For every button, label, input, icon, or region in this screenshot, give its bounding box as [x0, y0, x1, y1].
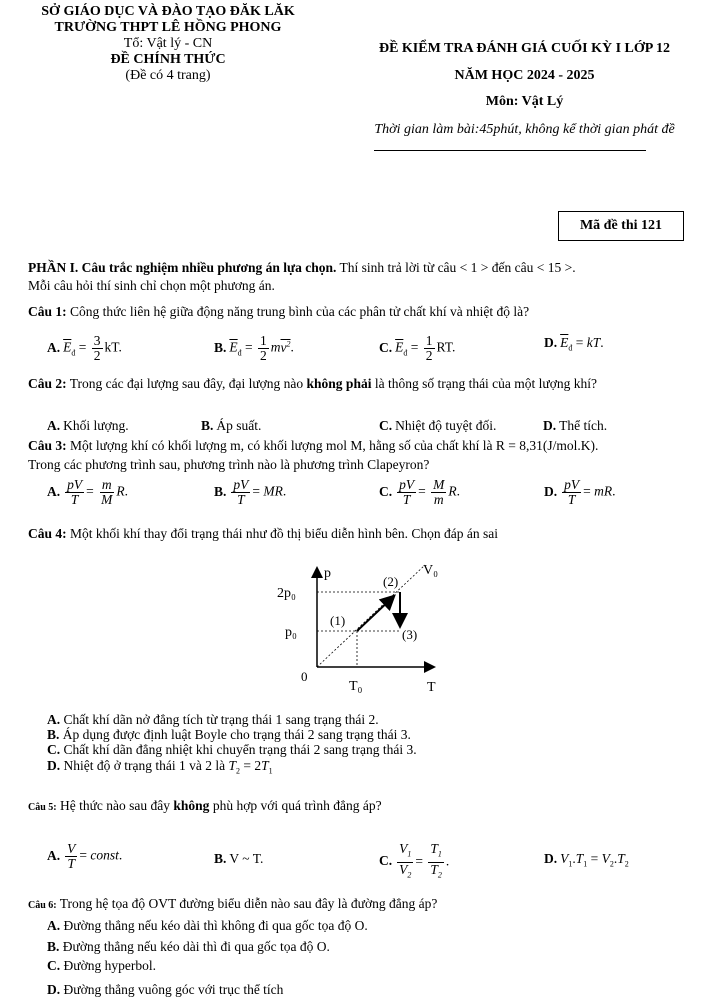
q2-option-b[interactable]: B. Áp suất. [201, 418, 262, 433]
official-label: ĐỀ CHÍNH THỨC [110, 52, 226, 67]
q3-text: Một lượng khí có khối lượng m, có khối lượng mol M, hằng số của chất khí là R = 8,31(J/mol.K). [66, 438, 599, 453]
q6-text: Trong hệ tọa độ OVT đường biểu diễn nào sau đây là đường đẳng áp? [56, 896, 438, 911]
state-1-label: (1) [330, 613, 346, 628]
state-2-label: (2) [383, 574, 399, 589]
question-1 [28, 303, 698, 320]
q2-option-a[interactable]: A. Khối lượng. [47, 418, 129, 433]
q5-option-d[interactable]: D. $V_1.T_1 = V_2.T_2$ [544, 851, 629, 869]
q3-label: Câu 3: [28, 438, 67, 453]
q5-text-1: Hệ thức nào sau đây [56, 798, 174, 813]
page-count: (Đề có 4 trang) [125, 68, 211, 83]
part1-instruction: Thí sinh trả lời từ câu < 1 > đến câu < 15 >. [336, 260, 576, 275]
q6-option-c[interactable]: C. Đường hyperbol. [47, 958, 156, 973]
header-divider [374, 150, 646, 151]
q2-text-2: là thông số trạng thái của một lượng khí? [371, 376, 597, 391]
school-name: TRƯỜNG THPT LÊ HỒNG PHONG [54, 20, 282, 35]
header-right [336, 40, 713, 139]
origin-label: 0 [301, 669, 308, 684]
exam-title: ĐỀ KIỂM TRA ĐÁNH GIÁ CUỐI KỲ I LỚP 12 [378, 41, 671, 56]
question-2 [28, 375, 698, 392]
header-left [0, 4, 336, 84]
p0-label: p₀ [285, 625, 297, 640]
q3-option-a[interactable]: A. $\frac{pV}{T}$ = $\frac{m}{M}$ R. [47, 477, 128, 507]
q4-option-d[interactable]: D. Nhiệt độ ở trạng thái 1 và 2 là $T_2 = 2T_1$ [47, 758, 273, 776]
q5-text-2: phù hợp với quá trình đẳng áp? [209, 798, 382, 813]
p2-label: 2p₀ [277, 586, 296, 601]
part1-heading [28, 259, 698, 276]
q3-option-b[interactable]: B. $\frac{pV}{T}$ = MR. [214, 477, 287, 507]
q5-label: Câu 5: [28, 802, 57, 813]
part1-title: PHẦN I. Câu trắc nghiệm nhiều phương án lựa chọn. [28, 260, 337, 275]
question-3 [28, 437, 713, 454]
exam-time: Thời gian làm bài:45phút, không kể thời gian phát đề [374, 122, 675, 137]
q1-option-a[interactable]: A. $\overline{E}_đ$ = $\frac{3}{2}$ kT. [47, 333, 122, 363]
q2-bold: không phải [306, 376, 372, 391]
q3-text-2: Trong các phương trình sau, phương trình nào là phương trình Clapeyron? [28, 457, 430, 472]
process-1-2 [357, 597, 393, 631]
q4-option-a[interactable]: A. Chất khí dãn nở đẳng tích từ trạng thái 1 sang trạng thái 2. [47, 712, 379, 727]
t0-label: T₀ [349, 679, 363, 694]
v0-label: V₀ [423, 563, 438, 578]
q2-option-c[interactable]: C. Nhiệt độ tuyệt đối. [379, 418, 497, 433]
q6-option-b[interactable]: B. Đường thẳng nếu kéo dài thì đi qua gốc tọa độ O. [47, 939, 330, 954]
question-4 [28, 525, 698, 542]
q3-option-d[interactable]: D. $\frac{pV}{T}$ = mR. [544, 477, 616, 507]
q6-label: Câu 6: [28, 900, 57, 911]
part1-instruction-2: Mỗi câu hỏi thí sinh chỉ chọn một phương án. [28, 278, 275, 293]
q6-option-d[interactable]: D. Đường thẳng vuông góc với trục thể tích [47, 982, 284, 997]
q5-option-c[interactable]: C. $\frac{V_1}{V_2}$ = $\frac{T_1}{T_2}$ . [379, 841, 450, 880]
subject: Môn: Vật Lý [485, 94, 564, 109]
q4-option-c[interactable]: C. Chất khí dãn đẳng nhiệt khi chuyển trạng thái 2 sang trạng thái 3. [47, 742, 417, 757]
state-3-label: (3) [402, 627, 418, 642]
q1-label: Câu 1: [28, 304, 67, 319]
q2-text-1: Trong các đại lượng sau đây, đại lượng nào [66, 376, 307, 391]
q4-label: Câu 4: [28, 526, 67, 541]
q5-option-a[interactable]: A. $\frac{V}{T}$ = const. [47, 841, 123, 871]
q5-option-b[interactable]: B. V ~ T. [214, 851, 264, 866]
q6-option-a[interactable]: A. Đường thẳng nếu kéo dài thì không đi qua gốc tọa độ O. [47, 918, 368, 933]
department-name: SỞ GIÁO DỤC VÀ ĐÀO TẠO ĐĂK LĂK [41, 4, 295, 19]
q1-option-c[interactable]: C. $\overline{E}_đ$ = $\frac{1}{2}$ RT. [379, 333, 456, 363]
p-axis-label: p [324, 566, 331, 581]
q5-bold: không [173, 798, 210, 813]
school-year: NĂM HỌC 2024 - 2025 [454, 68, 595, 83]
q1-text: Công thức liên hệ giữa động năng trung bình của các phân tử chất khí và nhiệt độ là? [66, 304, 530, 319]
q2-label: Câu 2: [28, 376, 67, 391]
t-axis-label: T [427, 680, 436, 695]
q1-option-d[interactable]: D. $\overline{E}_đ$ = kT. [544, 335, 604, 353]
q2-option-d[interactable]: D. Thể tích. [543, 418, 608, 433]
q4-option-b[interactable]: B. Áp dụng được định luật Boyle cho trạng thái 2 sang trạng thái 3. [47, 727, 411, 742]
question-5 [28, 797, 698, 815]
exam-code-box: Mã đề thi 121 [558, 211, 684, 241]
pt-graph [265, 555, 455, 705]
group-name: Tổ: Vật lý - CN [123, 36, 213, 51]
q4-text: Một khối khí thay đổi trạng thái như đồ thị biểu diễn hình bên. Chọn đáp án sai [66, 526, 499, 541]
q3-option-c[interactable]: C. $\frac{pV}{T}$ = $\frac{M}{m}$ R. [379, 477, 460, 507]
q1-option-b[interactable]: B. $\overline{E}_đ$ = $\frac{1}{2}$ $mv^2$. [214, 333, 294, 363]
question-6 [28, 895, 698, 913]
